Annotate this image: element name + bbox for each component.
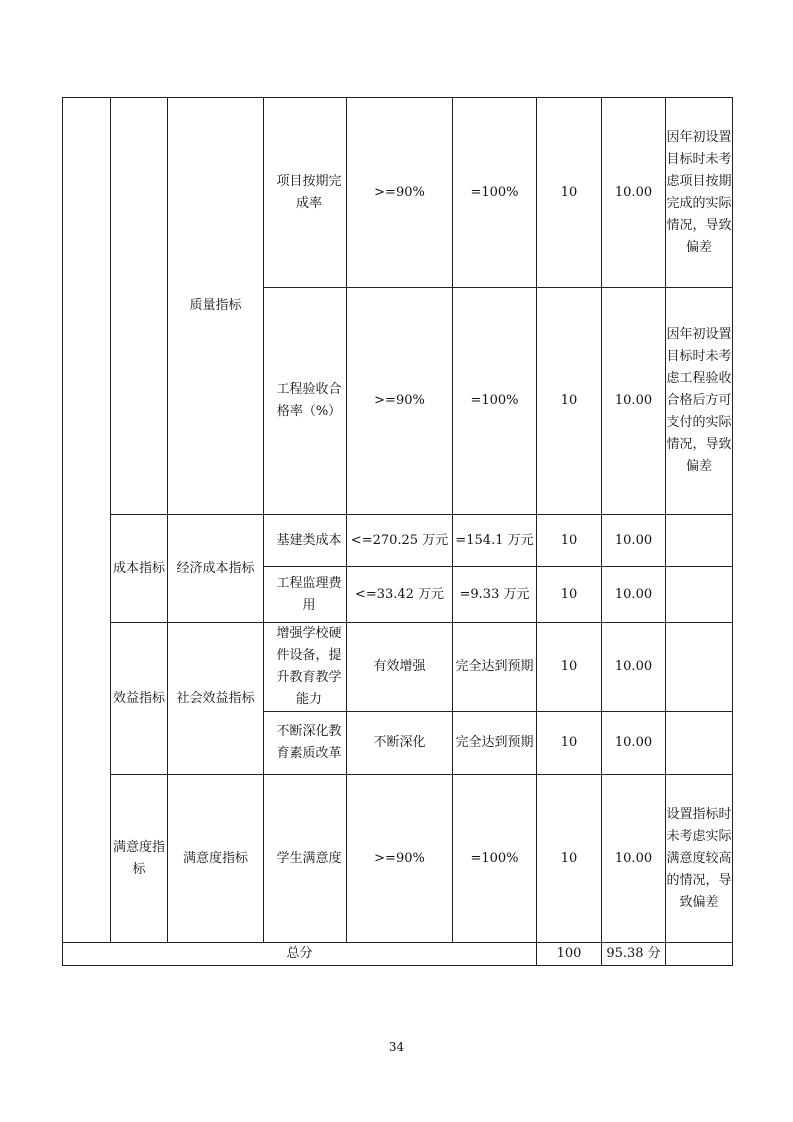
score-cell: 10.00	[602, 98, 666, 288]
level1-cost-cell: 成本指标	[111, 515, 168, 623]
weight-cell: 10	[537, 98, 602, 288]
level2-cost-cell: 经济成本指标	[168, 515, 264, 623]
indicator-cell: 项目按期完成率	[264, 98, 347, 288]
level2-benefit-cell: 社会效益指标	[168, 623, 264, 775]
indicator-cell: 工程验收合格率（%）	[264, 288, 347, 515]
level2-quality-cell: 质量指标	[168, 98, 264, 515]
score-cell: 10.00	[602, 515, 666, 567]
actual-cell: =100%	[453, 775, 537, 943]
deviation-note-cell: 因年初设置目标时未考虑工程验收合格后方可支付的实际情况，导致偏差	[666, 288, 733, 515]
actual-cell: =9.33 万元	[453, 567, 537, 623]
indicator-cell: 基建类成本	[264, 515, 347, 567]
level1-benefit-cell: 效益指标	[111, 623, 168, 775]
deviation-note-cell	[666, 623, 733, 712]
indicator-cell: 增强学校硬件设备，提升教育教学能力	[264, 623, 347, 712]
score-cell: 10.00	[602, 567, 666, 623]
total-note-cell	[666, 943, 733, 966]
table-row	[63, 623, 733, 712]
level1-blank-cell	[63, 98, 111, 943]
table-row	[63, 775, 733, 943]
target-cell: <=270.25 万元	[347, 515, 453, 567]
total-weight: 100	[537, 943, 602, 966]
target-cell: <=33.42 万元	[347, 567, 453, 623]
actual-cell: =100%	[453, 288, 537, 515]
target-cell: >=90%	[347, 775, 453, 943]
level1-satisfaction-cell: 满意度指标	[111, 775, 168, 943]
deviation-note-cell: 因年初设置目标时未考虑项目按期完成的实际情况，导致偏差	[666, 98, 733, 288]
total-label: 总分	[63, 943, 537, 966]
score-cell: 10.00	[602, 623, 666, 712]
weight-cell: 10	[537, 567, 602, 623]
target-cell: 不断深化	[347, 712, 453, 775]
indicator-cell: 不断深化教育素质改革	[264, 712, 347, 775]
level1-quality-blank-cell	[111, 98, 168, 515]
table-row	[63, 515, 733, 567]
level2-satisfaction-cell: 满意度指标	[168, 775, 264, 943]
total-score: 95.38 分	[602, 943, 666, 966]
weight-cell: 10	[537, 515, 602, 567]
score-cell: 10.00	[602, 712, 666, 775]
weight-cell: 10	[537, 775, 602, 943]
score-cell: 10.00	[602, 775, 666, 943]
total-row	[63, 943, 733, 966]
actual-cell: 完全达到预期	[453, 712, 537, 775]
table-row	[63, 98, 733, 288]
indicator-cell: 工程监理费用	[264, 567, 347, 623]
weight-cell: 10	[537, 288, 602, 515]
deviation-note-cell: 设置指标时未考虑实际满意度较高的情况，导致偏差	[666, 775, 733, 943]
target-cell: 有效增强	[347, 623, 453, 712]
actual-cell: 完全达到预期	[453, 623, 537, 712]
page-number: 34	[388, 1040, 405, 1054]
actual-cell: =100%	[453, 98, 537, 288]
deviation-note-cell	[666, 712, 733, 775]
performance-table	[62, 97, 733, 966]
deviation-note-cell	[666, 515, 733, 567]
target-cell: >=90%	[347, 98, 453, 288]
weight-cell: 10	[537, 712, 602, 775]
score-cell: 10.00	[602, 288, 666, 515]
deviation-note-cell	[666, 567, 733, 623]
indicator-cell: 学生满意度	[264, 775, 347, 943]
actual-cell: =154.1 万元	[453, 515, 537, 567]
target-cell: >=90%	[347, 288, 453, 515]
weight-cell: 10	[537, 623, 602, 712]
